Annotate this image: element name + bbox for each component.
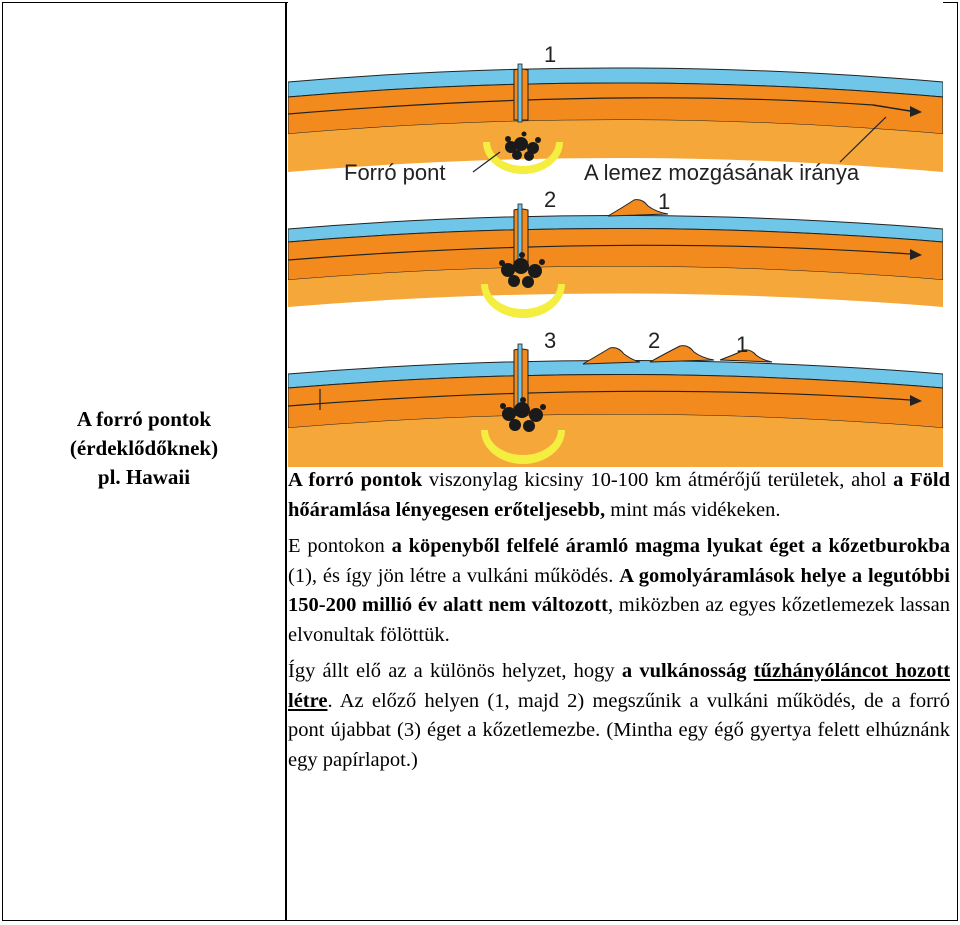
- hotspot-diagram: [288, 2, 943, 467]
- left-heading-line3: pl. Hawaii: [97, 464, 191, 489]
- panel3-number-1: 1: [736, 332, 749, 357]
- hotspot-label: Forró pont: [344, 160, 446, 185]
- left-cell: [3, 3, 285, 920]
- p1-text-2: mint más vidékeken.: [605, 498, 781, 521]
- panel3-number-2: 2: [648, 328, 661, 353]
- p3-underlined-1: tűzhányóláncot hozott létre: [288, 660, 951, 712]
- p3-text-2: . Az előző helyen (1, majd 2) megszűnik a vulkáni működés, de a forró pont újabbat (3) éget a kőzetlemezbe. (Mintha egy égő gyertya felett elhúznánk egy papírlapot.): [288, 689, 950, 771]
- p2-text-1: E pontokon: [288, 535, 392, 557]
- p2-text-2: (1), és így jön létre a vulkáni működés.: [288, 564, 620, 587]
- panel2-number-1: 1: [658, 189, 671, 214]
- panel3-number-3: 3: [544, 328, 557, 353]
- p2-bold-1: a köpenyből felfelé áramló magma lyukat éget a kőzetburokba: [391, 535, 951, 557]
- body-text: [288, 466, 950, 775]
- plate-direction-label: A lemez mozgásának iránya: [584, 160, 860, 185]
- p2-bold-2: A gomolyáramlások helye a legutóbbi 150-200 millió év alatt nem változott: [288, 564, 950, 616]
- p2-text-3: , miközben az egyes kőzetlemezek lassan elvonultak fölöttük.: [288, 594, 950, 646]
- column-divider: [285, 3, 287, 920]
- left-heading: [14, 405, 274, 492]
- paragraph-2: [288, 532, 950, 650]
- p1-text-1: viszonylag kicsiny 10-100 km átmérőjű területek, ahol: [422, 469, 894, 491]
- paragraph-1: [288, 466, 950, 525]
- panel1-number-1: 1: [544, 42, 557, 67]
- p1-bold-1: A forró pontok: [288, 469, 423, 491]
- p3-text-1: Így állt elő az a különös helyzet, hogy: [288, 660, 622, 682]
- p3-bold-1: a vulkánosság: [621, 660, 747, 682]
- p1-bold-2: a Föld hőáramlása lényegesen erőteljesebb,: [288, 469, 950, 521]
- panel2-number-2: 2: [544, 187, 557, 212]
- left-heading-line1: A forró pontok: [76, 406, 212, 431]
- paragraph-3: [288, 657, 950, 775]
- left-heading-line2: (érdeklődőknek): [69, 435, 219, 460]
